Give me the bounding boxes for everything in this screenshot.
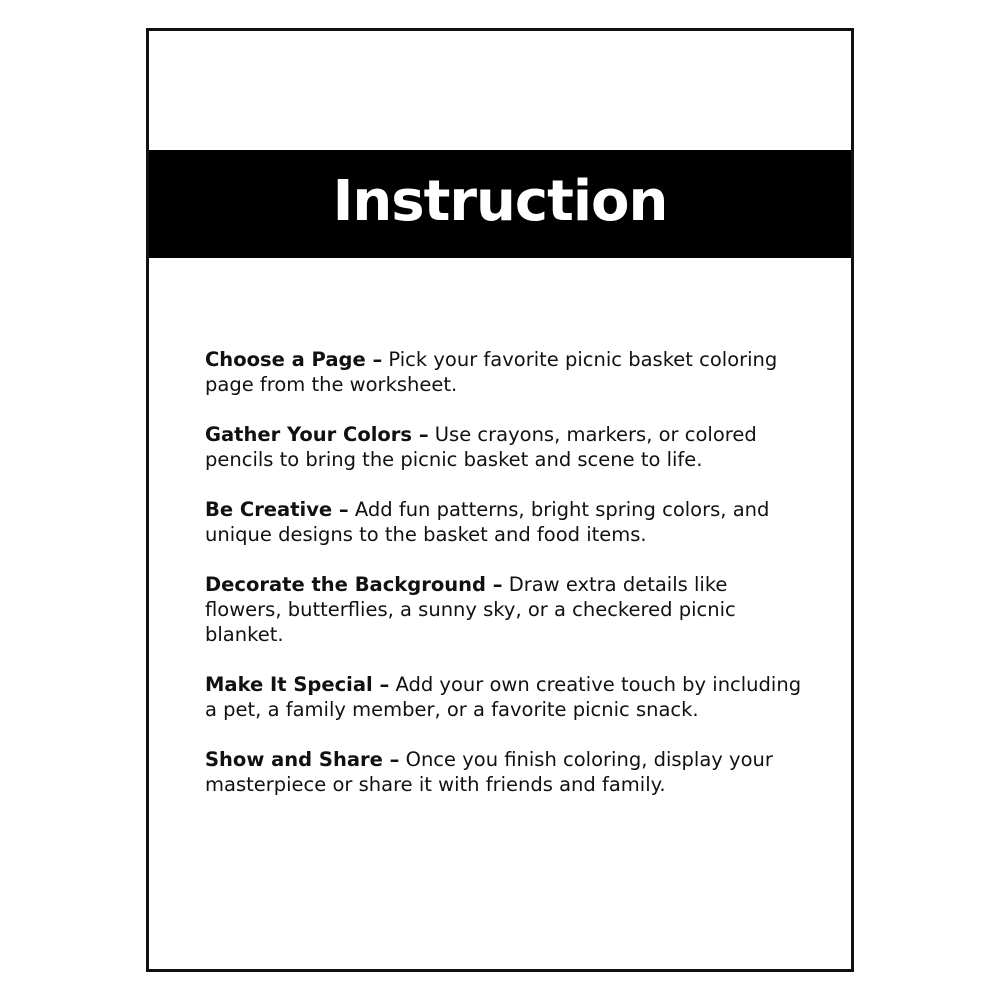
step-heading: Show and Share – [205,748,400,771]
worksheet-page [146,28,854,972]
step-text: Add fun patterns, bright spring colors, and unique designs to the basket and food items. [205,498,770,546]
step-text: Draw extra details like flowers, butterflies, a sunny sky, or a checkered picnic blanket. [205,573,736,646]
step-text: Once you finish coloring, display your masterpiece or share it with friends and family. [205,748,773,796]
step-heading: Be Creative – [205,498,349,521]
step-heading: Choose a Page – [205,348,383,371]
step-text: Pick your favorite picnic basket coloring page from the worksheet. [205,348,778,396]
title-banner [149,150,851,258]
instruction-step [205,347,805,397]
instruction-step [205,747,805,797]
instruction-step [205,422,805,472]
step-text: Use crayons, markers, or colored pencils to bring the picnic basket and scene to life. [205,423,757,471]
instruction-step [205,572,805,647]
instruction-step [205,497,805,547]
instruction-step [205,672,805,722]
step-text: Add your own creative touch by including a pet, a family member, or a favorite picnic snack. [205,673,802,721]
page-title: Instruction [332,169,668,234]
step-heading: Decorate the Background – [205,573,503,596]
step-heading: Gather Your Colors – [205,423,429,446]
step-heading: Make It Special – [205,673,390,696]
instruction-list [205,347,805,822]
